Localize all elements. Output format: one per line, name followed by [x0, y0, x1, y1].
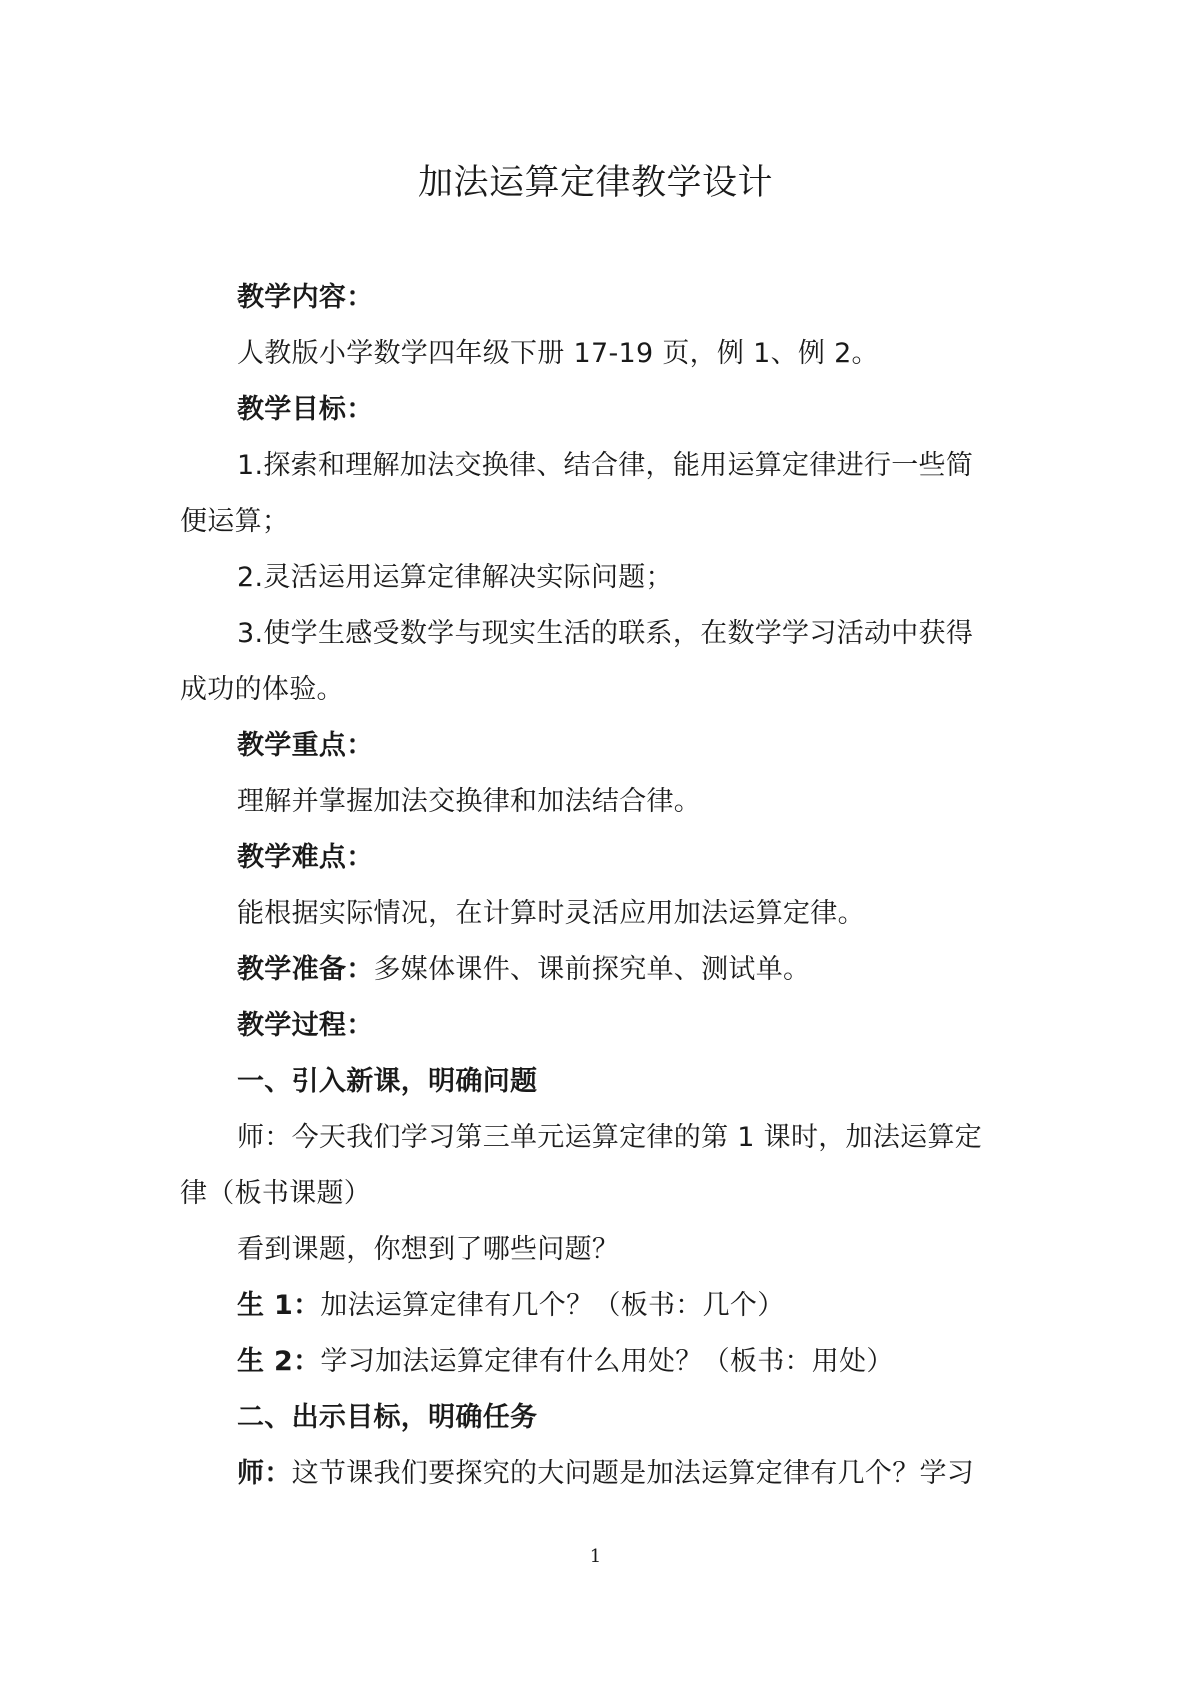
section-heading-difficulties: 教学难点： [237, 842, 374, 873]
goal-1-line-2: 便运算； [180, 506, 290, 537]
student-2-label: 生 2： [237, 1346, 321, 1377]
teacher-1-line-2: 律（板书课题） [180, 1178, 372, 1209]
section-heading-goals: 教学目标： [237, 394, 374, 425]
section-heading-key-points: 教学重点： [237, 730, 374, 761]
section-heading-preparation: 教学准备： [237, 954, 374, 985]
teacher-2-text: 这节课我们要探究的大问题是加法运算定律有几个？学习 [291, 1458, 975, 1489]
teacher-2-line [180, 1446, 1016, 1502]
student-1-line [180, 1278, 1016, 1334]
step-2-heading: 二、出示目标，明确任务 [237, 1402, 538, 1433]
teacher-2-label: 师： [237, 1458, 292, 1489]
difficulties-text: 能根据实际情况，在计算时灵活应用加法运算定律。 [237, 898, 865, 929]
document-body [180, 270, 1016, 1502]
goal-1-line-1: 1.探索和理解加法交换律、结合律，能用运算定律进行一些简 [237, 450, 974, 481]
key-points-text: 理解并掌握加法交换律和加法结合律。 [237, 786, 702, 817]
document-title: 加法运算定律教学设计 [417, 163, 773, 203]
goal-3-line-1: 3.使学生感受数学与现实生活的联系，在数学学习活动中获得 [237, 618, 974, 649]
goal-3-line-2: 成功的体验。 [180, 674, 344, 705]
step-1-heading: 一、引入新课，明确问题 [237, 1066, 538, 1097]
preparation-text: 多媒体课件、课前探究单、测试单。 [373, 954, 811, 985]
teacher-1-line-1: 师：今天我们学习第三单元运算定律的第 1 课时，加法运算定 [237, 1122, 983, 1153]
question-text: 看到课题，你想到了哪些问题？ [237, 1234, 620, 1265]
section-heading-content: 教学内容： [237, 282, 374, 313]
preparation-line [180, 942, 1016, 998]
content-text: 人教版小学数学四年级下册 17-19 页，例 1、例 2。 [237, 338, 879, 369]
student-2-text: 学习加法运算定律有什么用处？（板书：用处） [320, 1346, 894, 1377]
goal-2: 2.灵活运用运算定律解决实际问题； [237, 562, 673, 593]
student-1-label: 生 1： [237, 1290, 321, 1321]
student-1-text: 加法运算定律有几个？（板书：几个） [320, 1290, 785, 1321]
page-number: 1 [589, 1546, 602, 1567]
section-heading-process: 教学过程： [237, 1010, 374, 1041]
student-2-line [180, 1334, 1016, 1390]
